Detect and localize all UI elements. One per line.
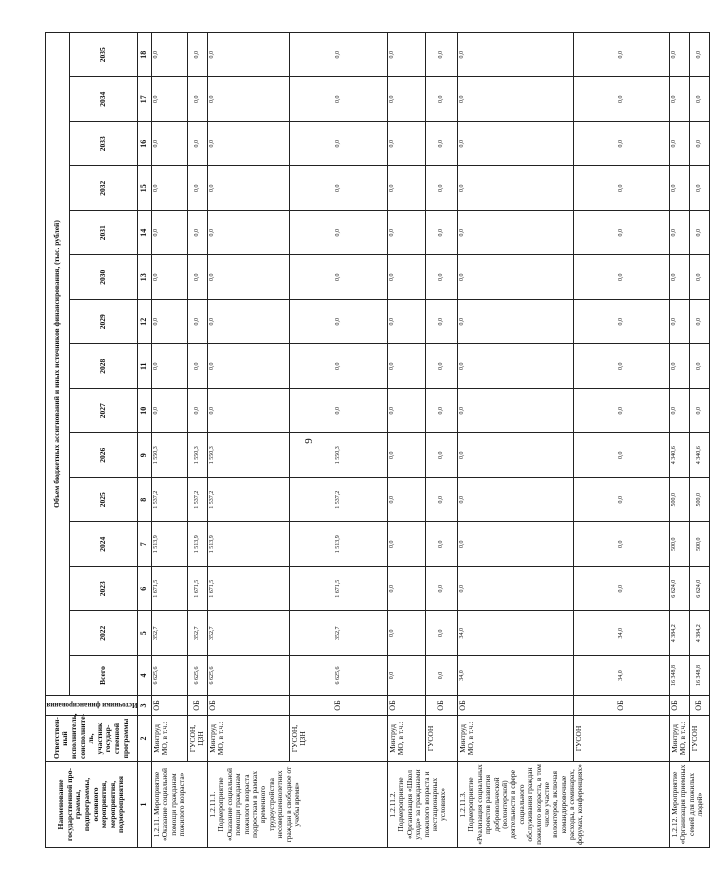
row-value: 0,0: [574, 567, 670, 612]
row-source: ОБ: [574, 696, 670, 716]
row-name: 1.2.11. Мероприятие «Оказание социальной помощи гражданам пожилого возраста»: [152, 762, 208, 848]
row-value: 0,0: [426, 255, 458, 300]
row-value: 1 671,5: [208, 567, 290, 612]
column-number: 7: [138, 522, 152, 567]
row-value: 0,0: [458, 77, 574, 122]
row-value: 0,0: [388, 122, 426, 167]
row-value: 0,0: [426, 478, 458, 523]
column-number: 1: [138, 762, 152, 848]
column-number-row: [138, 33, 152, 848]
row-value: 0,0: [388, 478, 426, 523]
table-row: [290, 33, 388, 848]
row-value: 0,0: [426, 611, 458, 656]
row-value: 0,0: [458, 433, 574, 478]
row-value: 4 384,2: [689, 611, 709, 656]
table-row: [388, 33, 426, 848]
table-row: [426, 33, 458, 848]
row-value: 0,0: [290, 33, 388, 78]
row-value: 500,0: [689, 478, 709, 523]
row-value: 1 550,3: [188, 433, 208, 478]
row-executor: ГУСОН, ЦЗН: [188, 716, 208, 762]
row-value: 4 384,2: [670, 611, 690, 656]
table-row: [208, 33, 290, 848]
header-year: 2034: [70, 77, 138, 122]
row-value: 1 550,3: [208, 433, 290, 478]
row-value: 1 513,9: [290, 522, 388, 567]
table-row: [458, 33, 574, 848]
row-value: 0,0: [426, 77, 458, 122]
row-value: 0,0: [290, 211, 388, 256]
column-number: 3: [138, 696, 152, 716]
row-value: 0,0: [670, 77, 690, 122]
column-number: 16: [138, 122, 152, 167]
row-value: 0,0: [426, 522, 458, 567]
header-year: 2029: [70, 300, 138, 345]
row-value: 0,0: [574, 389, 670, 434]
row-value: 0,0: [670, 300, 690, 345]
row-value: 0,0: [208, 344, 290, 389]
row-value: 0,0: [670, 166, 690, 211]
row-value: 352,7: [290, 611, 388, 656]
column-number: 8: [138, 478, 152, 523]
column-number: 17: [138, 77, 152, 122]
row-value: 0,0: [188, 300, 208, 345]
row-source: ОБ: [152, 696, 188, 716]
row-value: 34,0: [574, 611, 670, 656]
row-value: 0,0: [388, 567, 426, 612]
row-value: 0,0: [388, 166, 426, 211]
row-value: 0,0: [574, 522, 670, 567]
column-number: 9: [138, 433, 152, 478]
row-value: 0,0: [290, 122, 388, 167]
row-value: 0,0: [426, 389, 458, 434]
column-number: 11: [138, 344, 152, 389]
row-source: ОБ: [426, 696, 458, 716]
row-value: 0,0: [208, 166, 290, 211]
row-value: 0,0: [188, 122, 208, 167]
row-value: 0,0: [152, 33, 188, 78]
row-value: 1 550,3: [152, 433, 188, 478]
row-value: 0,0: [152, 122, 188, 167]
column-number: 5: [138, 611, 152, 656]
row-value: 0,0: [458, 389, 574, 434]
row-source: ОБ: [188, 696, 208, 716]
row-executor: ГУСОН: [689, 716, 709, 762]
row-value: 16 348,8: [689, 656, 709, 696]
row-executor: Минтруд МО, в т.ч.:: [670, 716, 690, 762]
row-value: 0,0: [458, 166, 574, 211]
row-value: 0,0: [458, 567, 574, 612]
row-value: 0,0: [574, 433, 670, 478]
row-value: 0,0: [152, 166, 188, 211]
row-value: 0,0: [208, 300, 290, 345]
column-number: 13: [138, 255, 152, 300]
row-value: 0,0: [689, 33, 709, 78]
row-executor: Минтруд МО, в т.ч.:: [458, 716, 574, 762]
row-value: 0,0: [290, 300, 388, 345]
header-year: 2032: [70, 166, 138, 211]
row-value: 1 537,2: [208, 478, 290, 523]
row-value: 0,0: [458, 344, 574, 389]
row-source: ОБ: [388, 696, 426, 716]
table-row: [152, 33, 188, 848]
row-value: 0,0: [689, 389, 709, 434]
row-value: 0,0: [670, 389, 690, 434]
row-value: 6 625,6: [290, 656, 388, 696]
row-name: 1.2.12. Мероприятие «Организация приемных семей для пожилых людей»: [670, 762, 710, 848]
row-value: 34,0: [574, 656, 670, 696]
row-value: 1 671,5: [152, 567, 188, 612]
row-value: 1 513,9: [188, 522, 208, 567]
row-value: 0,0: [458, 33, 574, 78]
row-value: 0,0: [290, 344, 388, 389]
row-value: 0,0: [458, 122, 574, 167]
row-value: 0,0: [290, 389, 388, 434]
header-year: 2035: [70, 33, 138, 78]
row-value: 0,0: [689, 300, 709, 345]
column-number: 6: [138, 567, 152, 612]
header-executor: Ответствен-ный исполнитель, соисполните-ль, участник государ-ственной программы: [46, 716, 138, 762]
row-value: 0,0: [670, 33, 690, 78]
header-year: 2022: [70, 611, 138, 656]
row-value: 0,0: [426, 122, 458, 167]
row-value: 0,0: [388, 344, 426, 389]
row-value: 4 340,6: [689, 433, 709, 478]
row-value: 0,0: [670, 122, 690, 167]
row-value: 1 537,2: [290, 478, 388, 523]
header-year: 2033: [70, 122, 138, 167]
row-value: 6 624,0: [670, 567, 690, 612]
header-year: 2026: [70, 433, 138, 478]
row-value: 0,0: [388, 77, 426, 122]
row-value: 0,0: [388, 300, 426, 345]
row-value: 0,0: [574, 33, 670, 78]
row-value: 0,0: [574, 300, 670, 345]
row-value: 0,0: [188, 166, 208, 211]
row-value: 0,0: [208, 255, 290, 300]
column-number: 14: [138, 211, 152, 256]
column-number: 2: [138, 716, 152, 762]
row-value: 34,0: [458, 656, 574, 696]
row-value: 0,0: [574, 255, 670, 300]
row-value: 0,0: [208, 33, 290, 78]
row-name: 1.2.11.2. Подмероприятие «Организация «Школ ухода» за гражданами пожилого возраста и нестационарных условиях»: [388, 762, 458, 848]
header-name: Наименование государственной про-граммы, подпрограммы, основного мероприятия, мероприятия, подмероприятия: [46, 762, 138, 848]
row-value: 0,0: [458, 255, 574, 300]
header-volume: Объем бюджетных ассигнований и иных источников финансирования, (тыс. рублей): [46, 33, 70, 696]
row-value: 0,0: [689, 77, 709, 122]
row-value: 0,0: [388, 656, 426, 696]
header-year: 2031: [70, 211, 138, 256]
row-value: 352,7: [152, 611, 188, 656]
row-value: 0,0: [188, 344, 208, 389]
row-value: 0,0: [426, 211, 458, 256]
header-year: 2023: [70, 567, 138, 612]
table-row: [574, 33, 670, 848]
row-value: 500,0: [670, 478, 690, 523]
row-value: 0,0: [689, 211, 709, 256]
row-name: 1.2.11.1. Подмероприятие «Оказание социальной помощи гражданам пожилого возраста подросткам в рамках временного трудоустройства несовершеннолетних граждан в свободное от учебы время»: [208, 762, 388, 848]
row-value: 6 625,6: [152, 656, 188, 696]
row-value: 0,0: [426, 656, 458, 696]
row-value: 0,0: [689, 344, 709, 389]
row-value: 6 624,0: [689, 567, 709, 612]
row-value: 0,0: [574, 122, 670, 167]
column-number: 10: [138, 389, 152, 434]
row-value: 0,0: [208, 211, 290, 256]
column-number: 18: [138, 33, 152, 78]
row-value: 1 513,9: [208, 522, 290, 567]
row-value: 0,0: [689, 122, 709, 167]
row-source: ОБ: [208, 696, 290, 716]
row-value: 0,0: [152, 389, 188, 434]
row-value: 0,0: [574, 166, 670, 211]
row-value: 0,0: [426, 433, 458, 478]
row-value: 0,0: [188, 255, 208, 300]
row-value: 0,0: [670, 344, 690, 389]
financing-table: [45, 32, 710, 848]
header-year: 2030: [70, 255, 138, 300]
row-value: 1 537,2: [188, 478, 208, 523]
row-executor: ГУСОН: [426, 716, 458, 762]
column-number: 4: [138, 656, 152, 696]
row-executor: ГУСОН, ЦЗН: [290, 716, 388, 762]
header-year: 2025: [70, 478, 138, 523]
column-number: 12: [138, 300, 152, 345]
header-year: 2028: [70, 344, 138, 389]
row-source: ОБ: [290, 696, 388, 716]
row-value: 0,0: [458, 522, 574, 567]
row-value: 0,0: [152, 255, 188, 300]
row-value: 6 625,6: [208, 656, 290, 696]
table-row: [689, 33, 709, 848]
row-value: 352,7: [208, 611, 290, 656]
row-value: 1 550,3: [290, 433, 388, 478]
row-value: 0,0: [458, 478, 574, 523]
header-source: Источники финансирования: [46, 696, 138, 716]
row-value: 0,0: [458, 211, 574, 256]
row-value: 34,0: [458, 611, 574, 656]
row-value: 0,0: [188, 77, 208, 122]
row-value: 0,0: [670, 211, 690, 256]
row-value: 0,0: [388, 611, 426, 656]
header-total: Всего: [70, 656, 138, 696]
row-value: 0,0: [574, 211, 670, 256]
row-value: 0,0: [689, 255, 709, 300]
row-value: 0,0: [188, 211, 208, 256]
row-executor: ГУСОН: [574, 716, 670, 762]
row-value: 0,0: [426, 166, 458, 211]
row-executor: Минтруд МО, в т.ч.:: [152, 716, 188, 762]
row-value: 0,0: [670, 255, 690, 300]
row-value: 0,0: [426, 300, 458, 345]
row-value: 0,0: [188, 389, 208, 434]
row-executor: Минтруд МО, в т.ч.:: [388, 716, 426, 762]
row-executor: Минтруд МО, в т.ч.:: [208, 716, 290, 762]
row-value: 0,0: [426, 344, 458, 389]
row-value: 500,0: [670, 522, 690, 567]
column-number: 15: [138, 166, 152, 211]
row-value: 1 537,2: [152, 478, 188, 523]
row-value: 1 671,5: [188, 567, 208, 612]
row-value: 0,0: [188, 33, 208, 78]
row-value: 0,0: [290, 77, 388, 122]
header-year: 2027: [70, 389, 138, 434]
row-value: 0,0: [208, 77, 290, 122]
row-value: 0,0: [152, 300, 188, 345]
rotated-table-wrapper: [45, 33, 705, 848]
row-value: 0,0: [458, 300, 574, 345]
row-value: 0,0: [388, 255, 426, 300]
table-row: [670, 33, 690, 848]
page-number: 9: [303, 438, 315, 444]
row-value: 0,0: [290, 166, 388, 211]
row-source: ОБ: [689, 696, 709, 716]
row-value: 0,0: [574, 344, 670, 389]
row-value: 0,0: [574, 478, 670, 523]
row-value: 0,0: [152, 77, 188, 122]
table-row: [188, 33, 208, 848]
row-name: 1.2.11.3. Подмероприятие «Реализация социальных проектов развития добровольческой (волонтерской) деятельности в сфере социального обслуживания граждан пожилого возраста, в том числе участие волонтеров, включая командировочные расходы, в семинарах, форумах, конференциях»: [458, 762, 670, 848]
row-value: 1 671,5: [290, 567, 388, 612]
row-value: 0,0: [426, 33, 458, 78]
row-value: 0,0: [208, 122, 290, 167]
row-value: 0,0: [152, 344, 188, 389]
row-value: 16 348,8: [670, 656, 690, 696]
row-value: 500,0: [689, 522, 709, 567]
row-value: 0,0: [388, 33, 426, 78]
row-source: ОБ: [458, 696, 574, 716]
row-value: 352,7: [188, 611, 208, 656]
row-value: 0,0: [152, 211, 188, 256]
row-value: 0,0: [208, 389, 290, 434]
row-value: 0,0: [388, 389, 426, 434]
row-value: 0,0: [290, 255, 388, 300]
row-source: ОБ: [670, 696, 690, 716]
row-value: 6 625,6: [188, 656, 208, 696]
row-value: 0,0: [426, 567, 458, 612]
row-value: 0,0: [388, 211, 426, 256]
row-value: 0,0: [689, 166, 709, 211]
row-value: 1 513,9: [152, 522, 188, 567]
row-value: 0,0: [574, 77, 670, 122]
header-year: 2024: [70, 522, 138, 567]
row-value: 0,0: [388, 433, 426, 478]
row-value: 0,0: [388, 522, 426, 567]
row-value: 4 340,6: [670, 433, 690, 478]
